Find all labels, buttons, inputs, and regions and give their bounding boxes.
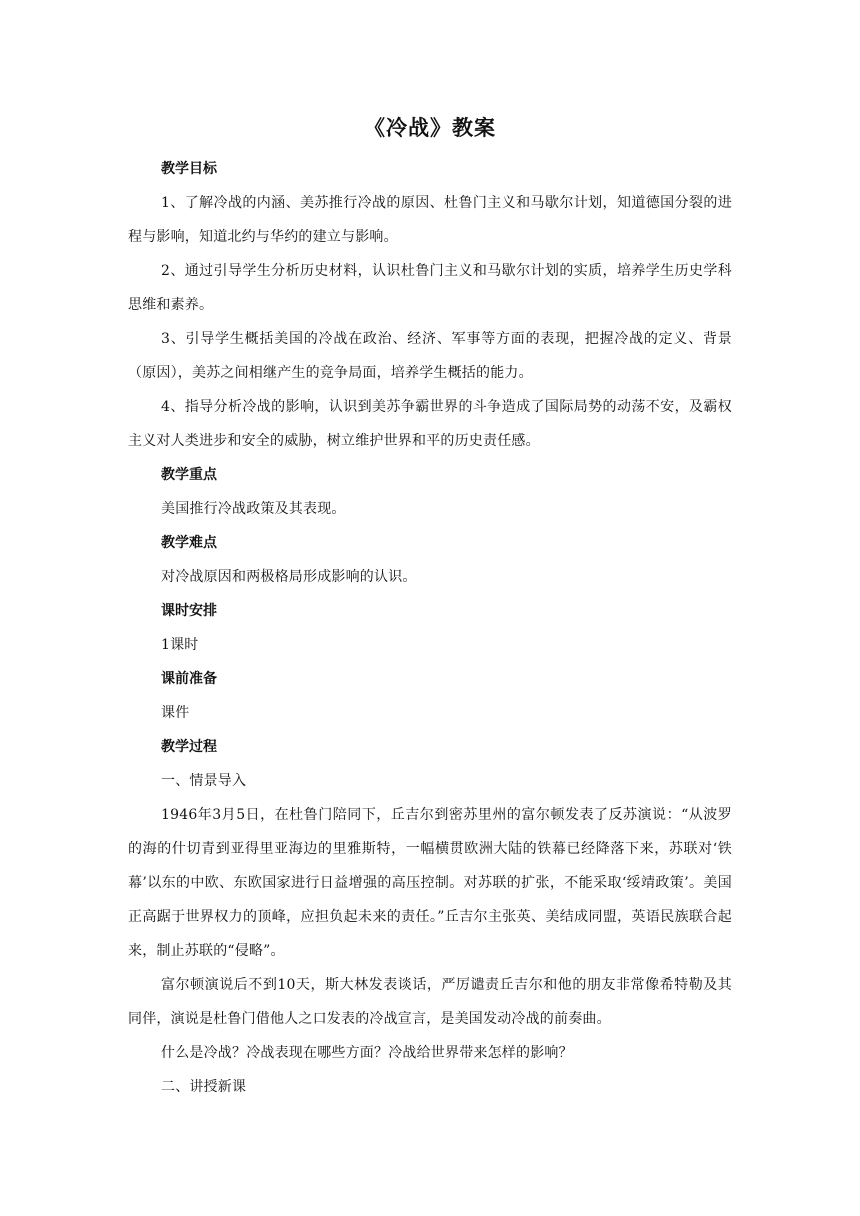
- objective-item-3: 3、引导学生概括美国的冷战在政治、经济、军事等方面的表现，把握冷战的定义、背景（原因），美苏之间相继产生的竞争局面，培养学生概括的能力。: [128, 331, 732, 381]
- preparation-text: 课件: [161, 705, 190, 721]
- heading-process: 教学过程: [161, 739, 217, 755]
- objective-item-4: 4、指导分析冷战的影响，认识到美苏争霸世界的斗争造成了国际局势的动荡不安，及霸权主义对人类进步和安全的威胁，树立维护世界和平的历史责任感。: [128, 399, 732, 449]
- heading-schedule: 课时安排: [161, 603, 217, 619]
- schedule-text: 1课时: [161, 637, 199, 653]
- heading-difficulties: 教学难点: [161, 535, 217, 551]
- document-body: [128, 113, 732, 1104]
- objective-item-1: 1、了解冷战的内涵、美苏推行冷战的原因、杜鲁门主义和马歇尔计划，知道德国分裂的进程与影响，知道北约与华约的建立与影响。: [128, 195, 732, 245]
- objective-item-2: 2、通过引导学生分析历史材料，认识杜鲁门主义和马歇尔计划的实质，培养学生历史学科思维和素养。: [128, 263, 732, 313]
- process-step-1: 一、情景导入: [161, 773, 247, 789]
- heading-preparation: 课前准备: [161, 671, 217, 687]
- process-step-2: 二、讲授新课: [161, 1079, 247, 1095]
- heading-key-points: 教学重点: [161, 467, 217, 483]
- difficulties-text: 对冷战原因和两极格局形成影响的认识。: [161, 569, 417, 585]
- process-paragraph-1: 1946年3月5日，在杜鲁门陪同下，丘吉尔到密苏里州的富尔顿发表了反苏演说：“从波罗的海的什切青到亚得里亚海边的里雅斯特，一幅横贯欧洲大陆的铁幕已经降落下来，苏联对‘铁幕’以东的中欧、东欧国家进行日益增强的高压控制。对苏联的扩张，不能采取‘绥靖政策’。美国正高踞于世界权力的顶峰，应担负起未来的责任。”丘吉尔主张英、美结成同盟，英语民族联合起来，制止苏联的“侵略”。: [128, 807, 732, 959]
- heading-objectives: 教学目标: [161, 161, 217, 177]
- document-title: 《冷战》教案: [364, 116, 496, 140]
- key-points-text: 美国推行冷战政策及其表现。: [161, 501, 346, 517]
- process-paragraph-3: 什么是冷战？冷战表现在哪些方面？冷战给世界带来怎样的影响？: [161, 1045, 573, 1061]
- process-paragraph-2: 富尔顿演说后不到10天，斯大林发表谈话，严厉谴责丘吉尔和他的朋友非常像希特勒及其同伴，演说是杜鲁门借他人之口发表的冷战宣言，是美国发动冷战的前奏曲。: [128, 977, 732, 1027]
